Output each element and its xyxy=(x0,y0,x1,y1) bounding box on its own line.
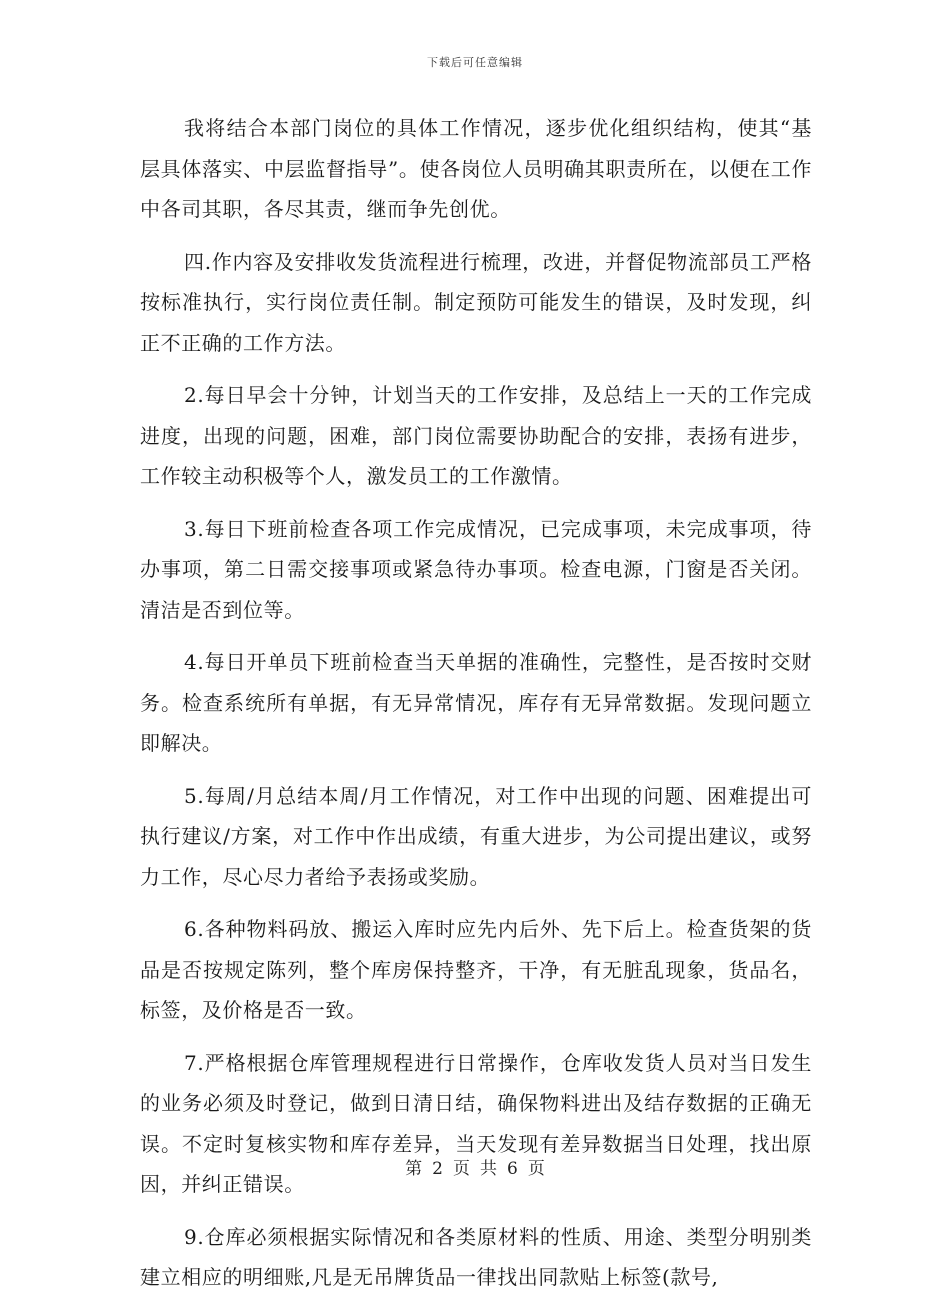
paragraph-6: 5.每周/月总结本周/月工作情况，对工作中出现的问题、困难提出可执行建议/方案，对工作中作出成绩，有重大进步，为公司提出建议，或努力工作，尽心尽力者给予表扬或奖励。 xyxy=(140,783,812,889)
paragraph-9: 9.仓库必须根据实际情况和各类原材料的性质、用途、类型分明别类建立相应的明细账,凡是无吊牌货品一律找出同款贴上标签(款号, xyxy=(140,1224,812,1289)
document-body xyxy=(140,108,812,1310)
paragraph-1: 我将结合本部门岗位的具体工作情况，逐步优化组织结构，使其“基层具体落实、中层监督指导”。使各岗位人员明确其职责所在，以便在工作中各司其职，各尽其责，继而争先创优。 xyxy=(140,116,812,221)
footer-prefix: 第 xyxy=(405,1159,423,1179)
paragraph-7: 6.各种物料码放、搬运入库时应先内后外、先下后上。检查货架的货品是否按规定陈列，整个库房保持整齐，干净，有无脏乱现象，货品名，标签，及价格是否一致。 xyxy=(140,917,812,1022)
paragraph-4: 3.每日下班前检查各项工作完成情况，已完成事项，未完成事项，待办事项，第二日需交接事项或紧急待办事项。检查电源，门窗是否关闭。清洁是否到位等。 xyxy=(140,516,812,622)
total-pages-number: 6 xyxy=(507,1159,518,1179)
paragraph-2: 四.作内容及安排收发货流程进行梳理，改进，并督促物流部员工严格按标准执行，实行岗位责任制。制定预防可能发生的错误，及时发现，纠正不正确的工作方法。 xyxy=(140,249,812,355)
paragraph-5: 4.每日开单员下班前检查当天单据的准确性，完整性，是否按时交财务。检查系统所有单据，有无异常情况，库存有无异常数据。发现问题立即解决。 xyxy=(140,650,812,755)
footer-suffix: 页 xyxy=(527,1159,545,1179)
paragraph-3: 2.每日早会十分钟，计划当天的工作安排，及总结上一天的工作完成进度，出现的问题，困难，部门岗位需要协助配合的安排，表扬有进步，工作较主动积极等个人，激发员工的工作激情。 xyxy=(140,383,812,488)
current-page-number: 2 xyxy=(432,1159,443,1179)
paragraph-8: 7.严格根据仓库管理规程进行日常操作，仓库收发货人员对当日发生的业务必须及时登记，做到日清日结，确保物料进出及结存数据的正确无误。不定时复核实物和库存差异，当天发现有差异数据当日处理，找出原因，并纠正错误。 xyxy=(140,1050,812,1196)
footer-page-label: 页 xyxy=(453,1159,470,1179)
page-footer xyxy=(0,1154,950,1179)
footer-total-label: 共 xyxy=(480,1159,497,1179)
header-note: 下载后可任意编辑 xyxy=(427,56,523,69)
